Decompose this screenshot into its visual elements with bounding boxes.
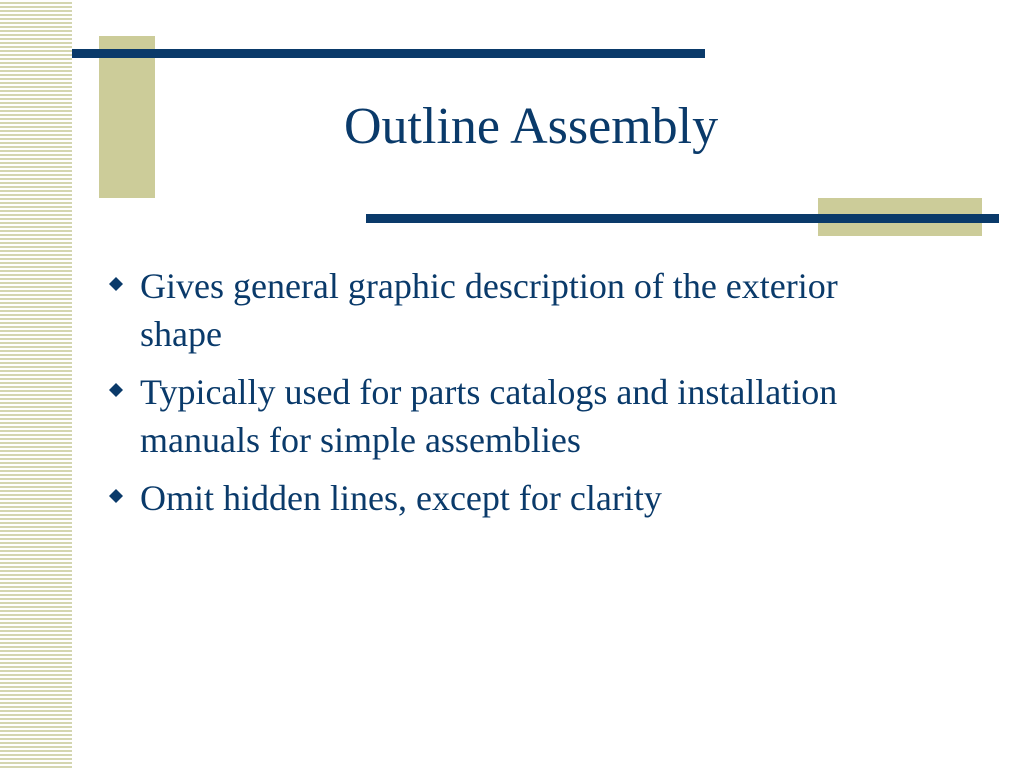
bullet-text: Gives general graphic description of the exterior shape — [140, 266, 838, 354]
bullet-list — [106, 262, 926, 532]
diamond-icon — [108, 488, 124, 504]
bullet-item — [106, 262, 926, 358]
decorative-stripes — [0, 0, 72, 768]
accent-block-top — [99, 36, 155, 198]
diamond-icon — [108, 382, 124, 398]
slide-title: Outline Assembly — [344, 98, 719, 155]
title-rule-bottom — [366, 214, 999, 223]
bullet-text: Omit hidden lines, except for clarity — [140, 478, 662, 518]
bullet-text: Typically used for parts catalogs and installation manuals for simple assemblies — [140, 372, 838, 460]
bullet-item — [106, 474, 926, 522]
bullet-item — [106, 368, 926, 464]
diamond-icon — [108, 276, 124, 292]
title-rule-top — [72, 49, 705, 58]
